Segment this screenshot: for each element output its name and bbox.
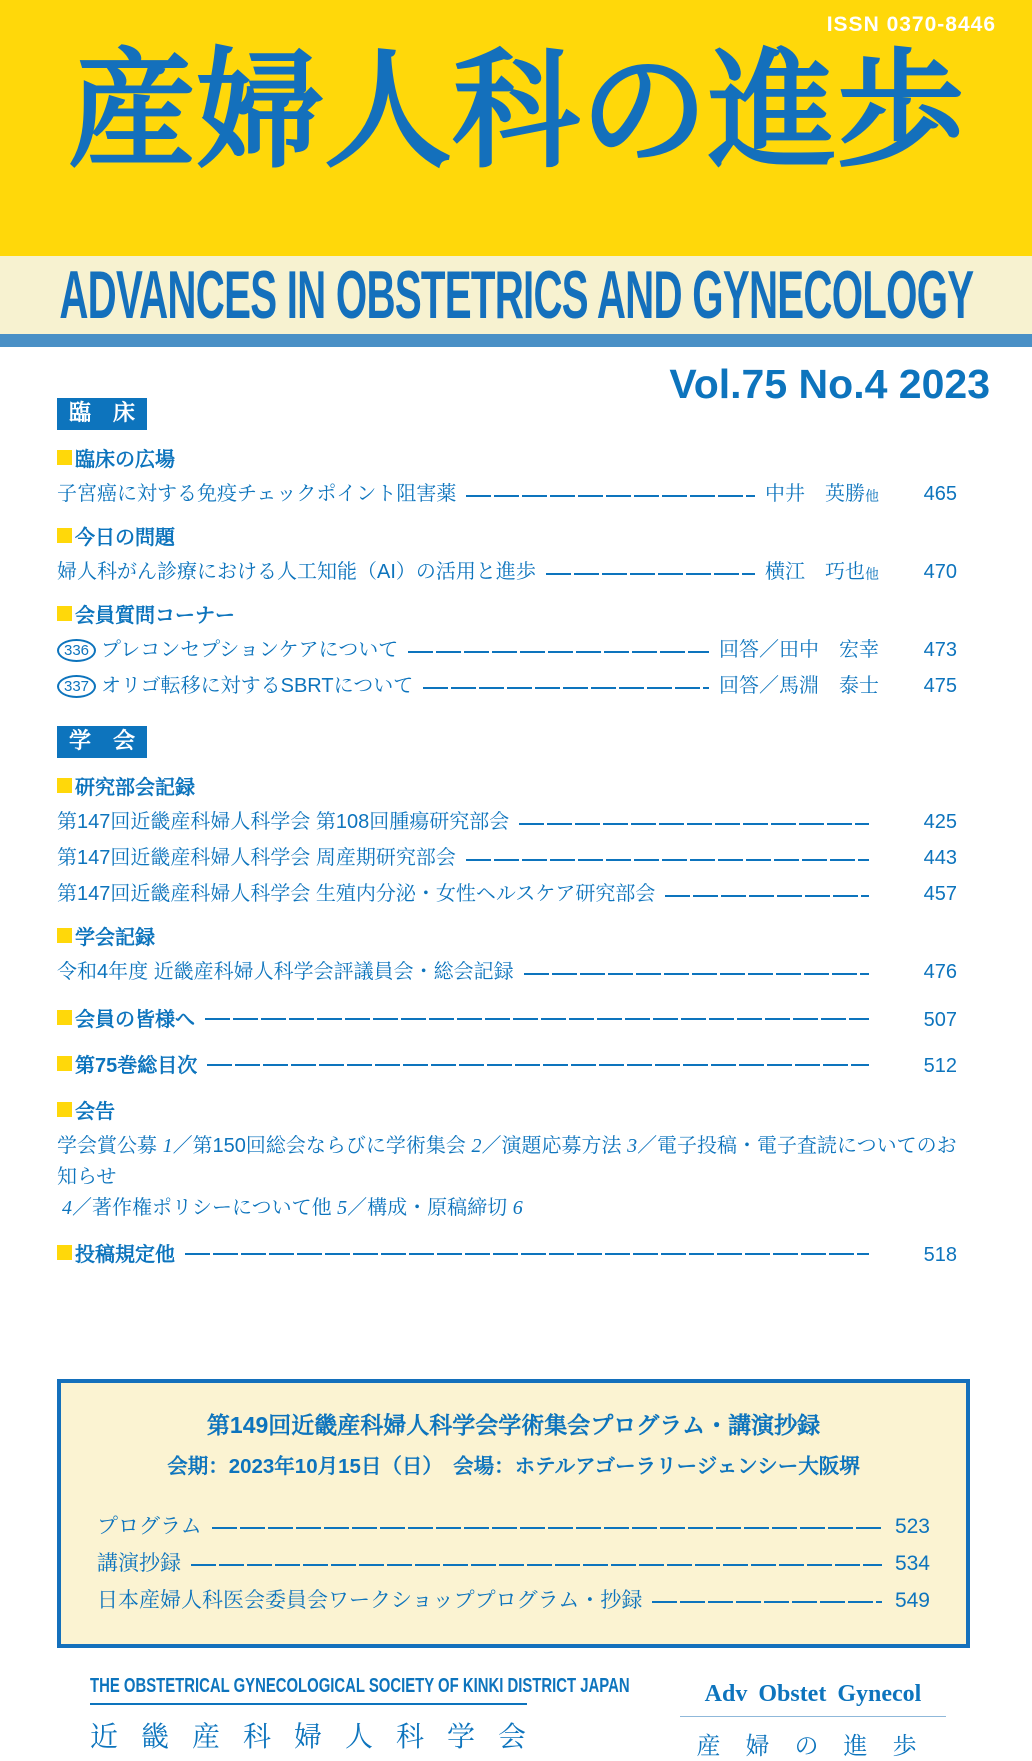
toc-group-entry: 第75巻総目次 512 [57,1049,957,1078]
meeting-program-title: 第149回近畿産科婦人科学会学術集会プログラム・講演抄録 [206,1412,821,1438]
meeting-date-venue: 会期：2023年10月15日（日） 会場：ホテルアゴーラリージェンシー大阪堺 [167,1455,860,1478]
dash-leader [652,1601,882,1603]
masthead-cream-band [0,256,1032,334]
toc-group-header: 会員質問コーナー [57,599,957,628]
page-number: 534 [894,1552,930,1575]
yellow-square-bullet [57,928,72,943]
issn-number: ISSN 0370-8446 [826,13,996,36]
divider-band [0,334,1032,347]
page-number: 507 [923,1009,957,1031]
toc-group-header: 今日の問題 [57,521,957,550]
footer-rule [680,1716,946,1717]
toc-entry: 第147回近畿産科婦人科学会 周産期研究部会 443 [57,845,957,872]
toc-entry: 336 プレコンセプションケアについて 回答／田中 宏幸 473 [57,637,957,664]
dash-leader [466,495,755,497]
toc-entry: 令和4年度 近畿産科婦人科学会評議員会・総会記録 476 [57,959,957,986]
yellow-square-bullet [57,1010,72,1025]
journal-title-english: ADVANCES IN OBSTETRICS AND GYNECOLOGY [58,257,974,333]
society-name-english: THE OBSTETRICAL GYNECOLOGICAL SOCIETY OF KINKI DISTRICT JAPAN [90,1675,630,1697]
page-number: 457 [923,883,957,905]
toc-group-entry: 会員の皆様へ 507 [57,1003,957,1032]
footer-rule [90,1703,527,1705]
yellow-square-bullet [57,528,72,543]
question-number-badge: 336 [57,639,96,662]
dash-leader [205,1018,869,1020]
yellow-square-bullet [57,778,72,793]
toc-entry: 日本産婦人科医会委員会ワークショッププログラム・抄録 549 [97,1589,930,1612]
society-name-japanese: 近畿産科婦人科学会 [90,1722,550,1753]
yellow-square-bullet [57,606,72,621]
volume-issue-line: Vol.75 No.4 2023 [669,361,990,407]
page-number: 549 [894,1589,930,1612]
masthead-yellow-band [0,0,1032,256]
toc-entry: 講演抄録 534 [97,1552,930,1575]
toc-group-header: 研究部会記録 [57,771,957,800]
yellow-square-bullet [57,1056,72,1071]
page-number: 523 [894,1515,930,1538]
journal-title-japanese: 産婦人科の進歩 [67,41,964,183]
dash-leader [212,1527,882,1529]
publisher-footer [0,1675,1032,1761]
page-number: 443 [923,847,957,869]
toc-group-header: 臨床の広場 [57,443,957,472]
section-header-clinical: 臨 床 [57,398,147,430]
dash-leader [466,859,869,861]
page-number: 470 [923,561,957,583]
announcements-text: 学会賞公募 1／第150回総会ならびに学術集会 2／演題応募方法 3／電子投稿・電子査読についてのお知らせ 4／著作権ポリシーについて他 5／構成・原稿締切 6 [57,1135,957,1219]
journal-abbreviation-block [680,1680,946,1761]
page-number: 512 [923,1055,957,1077]
page-number: 475 [923,675,957,697]
toc-entry: 337 オリゴ転移に対するSBRTについて 回答／馬淵 泰士 475 [57,673,957,700]
toc-entry: 婦人科がん診療における人工知能（AI）の活用と進歩 横江 巧也 他 470 [57,559,957,586]
toc-entry: 子宮癌に対する免疫チェックポイント阻害薬 中井 英勝 他 465 [57,481,957,508]
dash-leader [207,1064,869,1066]
yellow-square-bullet [57,1245,72,1260]
table-of-contents [0,361,1032,1648]
journal-abbreviation-japanese: 産婦の進歩 [696,1734,942,1760]
dash-leader [408,651,709,653]
page-number: 476 [923,961,957,983]
question-number-badge: 337 [57,675,96,698]
page-number: 518 [923,1244,957,1266]
page-number: 473 [923,639,957,661]
dash-leader [546,573,755,575]
toc-group-entry: 投稿規定他 518 [57,1238,957,1267]
toc-entry: 第147回近畿産科婦人科学会 第108回腫瘍研究部会 425 [57,809,957,836]
toc-entry: 第147回近畿産科婦人科学会 生殖内分泌・女性ヘルスケア研究部会 457 [57,881,957,908]
toc-group-header: 会告 [57,1095,957,1124]
meeting-program-box [57,1379,970,1648]
dash-leader [423,687,709,689]
yellow-square-bullet [57,1102,72,1117]
page-number: 425 [923,811,957,833]
society-name-block [90,1675,630,1755]
dash-leader [524,973,869,975]
dash-leader [191,1564,882,1566]
toc-group-header: 学会記録 [57,921,957,950]
toc-entry: プログラム 523 [97,1515,930,1538]
journal-abbreviation-english: Adv Obstet Gynecol [704,1681,922,1707]
dash-leader [665,895,869,897]
dash-leader [519,823,869,825]
section-header-society: 学 会 [57,726,147,758]
dash-leader [185,1253,869,1255]
yellow-square-bullet [57,450,72,465]
page-number: 465 [923,483,957,505]
